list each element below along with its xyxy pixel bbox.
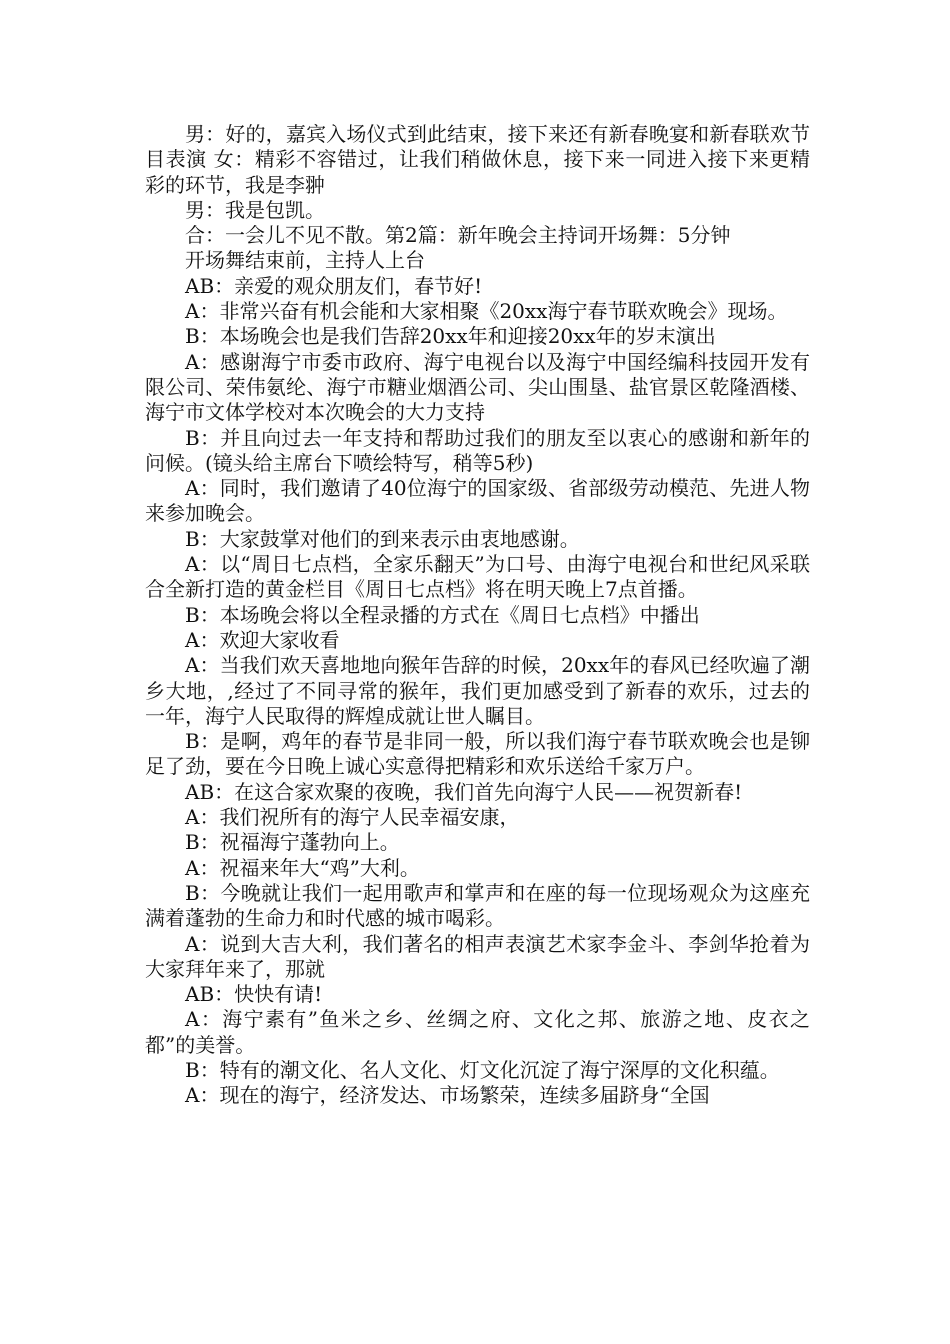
- paragraph: B：本场晚会将以全程录播的方式在《周日七点档》中播出: [185, 602, 700, 627]
- paragraph: A：同时，我们邀请了40位海宁的国家级、省部级劳动模范、先进人物来参加晚会。: [145, 476, 810, 526]
- document-body: [145, 122, 810, 1109]
- paragraph: A：以“周日七点档，全家乐翻天”为口号、由海宁电视台和世纪风采联合全新打造的黄金栏目《周日七点档》将在明天晚上7点首播。: [145, 552, 810, 602]
- paragraph: A：欢迎大家收看: [185, 627, 340, 652]
- paragraph: A：现在的海宁，经济发达、市场繁荣，连续多届跻身“全国: [185, 1083, 710, 1108]
- paragraph: B：并且向过去一年支持和帮助过我们的朋友至以衷心的感谢和新年的问候。(镜头给主席台下喷绘特写，稍等5秒): [145, 425, 810, 475]
- paragraph: 开场舞结束前，主持人上台: [185, 248, 425, 273]
- paragraph: AB：快快有请!: [185, 982, 323, 1007]
- paragraph: A：海宁素有”鱼米之乡、丝绸之府、文化之邦、旅游之地、皮衣之都”的美誉。: [145, 1007, 810, 1057]
- paragraph: B：本场晚会也是我们告辞20xx年和迎接20xx年的岁末演出: [185, 324, 716, 349]
- paragraph: B：是啊，鸡年的春节是非同一般，所以我们海宁春节联欢晚会也是铆足了劲，要在今日晚上诚心实意得把精彩和欢乐送给千家万户。: [145, 729, 810, 779]
- paragraph: AB：亲爱的观众朋友们，春节好!: [185, 273, 483, 298]
- paragraph: A：感谢海宁市委市政府、海宁电视台以及海宁中国经编科技园开发有限公司、荣伟氨纶、海宁市糖业烟酒公司、尖山围垦、盐官景区乾隆酒楼、海宁市文体学校对本次晚会的大力支持: [145, 349, 810, 425]
- paragraph: 男：我是包凯。: [185, 197, 325, 222]
- paragraph: B：祝福海宁蓬勃向上。: [185, 830, 400, 855]
- paragraph: A：祝福来年大“鸡”大利。: [185, 855, 420, 880]
- paragraph: B：大家鼓掌对他们的到来表示由衷地感谢。: [185, 526, 580, 551]
- paragraph: AB：在这合家欢聚的夜晚，我们首先向海宁人民——祝贺新春!: [185, 779, 743, 804]
- paragraph: A：我们祝所有的海宁人民幸福安康，: [185, 805, 520, 830]
- paragraph: B：今晚就让我们一起用歌声和掌声和在座的每一位现场观众为这座充满着蓬勃的生命力和时代感的城市喝彩。: [145, 880, 810, 931]
- paragraph: A：说到大吉大利，我们著名的相声表演艺术家李金斗、李剑华抢着为大家拜年来了，那就: [145, 931, 810, 981]
- paragraph: B：特有的潮文化、名人文化、灯文化沉淀了海宁深厚的文化积蕴。: [185, 1057, 780, 1082]
- paragraph: 男：好的，嘉宾入场仪式到此结束，接下来还有新春晚宴和新春联欢节目表演 女：精彩不容错过，让我们稍做休息，接下来一同进入接下来更精彩的环节，我是李翀: [145, 122, 810, 197]
- paragraph: A：当我们欢天喜地地向猴年告辞的时候，20xx年的春风已经吹遍了潮乡大地，,经过了不同寻常的猴年，我们更加感受到了新春的欢乐，过去的一年，海宁人民取得的辉煌成就让世人瞩目。: [145, 653, 810, 728]
- paragraph: 合：一会儿不见不散。第2篇：新年晚会主持词开场舞：5分钟: [185, 223, 731, 248]
- paragraph: A：非常兴奋有机会能和大家相聚《20xx海宁春节联欢晚会》现场。: [185, 299, 788, 324]
